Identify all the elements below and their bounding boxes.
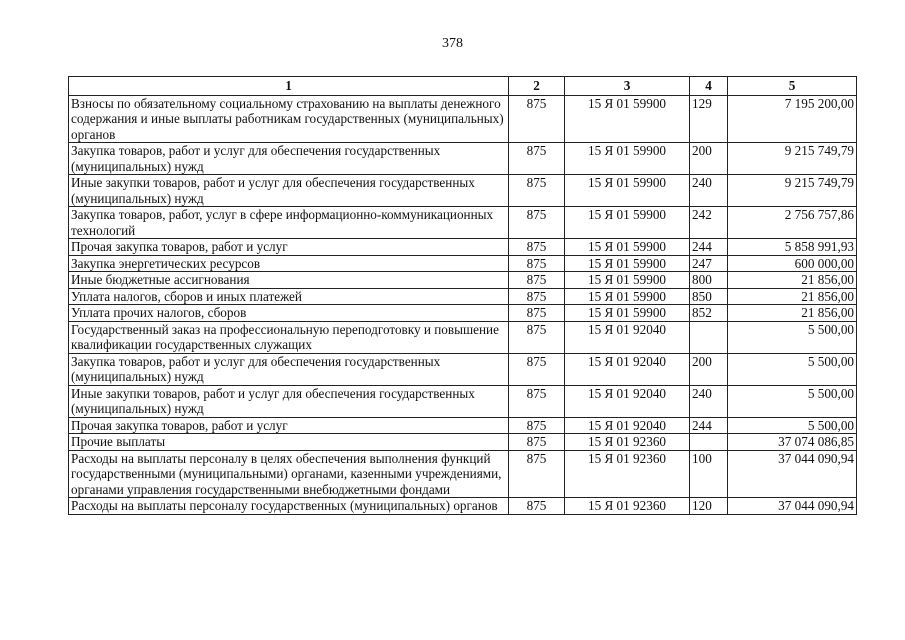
- table-header: [69, 77, 857, 96]
- row-code: 875: [509, 321, 565, 353]
- row-type: [690, 434, 728, 451]
- row-article: 15 Я 01 92040: [565, 321, 690, 353]
- row-type: 244: [690, 417, 728, 434]
- column-header-5: 5: [728, 77, 857, 96]
- row-article: 15 Я 01 92040: [565, 353, 690, 385]
- row-name: Закупка энергетических ресурсов: [69, 255, 509, 272]
- table-body: [69, 95, 857, 514]
- row-article: 15 Я 01 92040: [565, 385, 690, 417]
- row-amount: 7 195 200,00: [728, 95, 857, 143]
- table-row: [69, 239, 857, 256]
- row-type: 247: [690, 255, 728, 272]
- row-article: 15 Я 01 59900: [565, 255, 690, 272]
- column-header-4: 4: [690, 77, 728, 96]
- row-amount: 2 756 757,86: [728, 207, 857, 239]
- row-article: 15 Я 01 59900: [565, 288, 690, 305]
- header-row: [69, 77, 857, 96]
- row-amount: 37 044 090,94: [728, 450, 857, 498]
- row-name: Прочие выплаты: [69, 434, 509, 451]
- table-row: [69, 288, 857, 305]
- row-type: 129: [690, 95, 728, 143]
- row-amount: 21 856,00: [728, 288, 857, 305]
- row-article: 15 Я 01 59900: [565, 272, 690, 289]
- column-header-3: 3: [565, 77, 690, 96]
- table-row: [69, 434, 857, 451]
- table-row: [69, 143, 857, 175]
- table-row: [69, 272, 857, 289]
- row-type: 244: [690, 239, 728, 256]
- table-row: [69, 321, 857, 353]
- row-type: 200: [690, 353, 728, 385]
- row-amount: 5 500,00: [728, 353, 857, 385]
- row-article: 15 Я 01 92040: [565, 417, 690, 434]
- table-row: [69, 255, 857, 272]
- row-type: 852: [690, 305, 728, 322]
- row-article: 15 Я 01 59900: [565, 175, 690, 207]
- row-code: 875: [509, 498, 565, 515]
- row-code: 875: [509, 434, 565, 451]
- row-article: 15 Я 01 59900: [565, 207, 690, 239]
- row-article: 15 Я 01 59900: [565, 143, 690, 175]
- row-name: Закупка товаров, работ и услуг для обеспечения государственных (муниципальных) нужд: [69, 353, 509, 385]
- row-amount: 21 856,00: [728, 272, 857, 289]
- row-amount: 5 858 991,93: [728, 239, 857, 256]
- table-row: [69, 450, 857, 498]
- row-name: Уплата налогов, сборов и иных платежей: [69, 288, 509, 305]
- row-name: Расходы на выплаты персоналу в целях обеспечения выполнения функций государственными (муниципальными) органами, казенными учреждениями, органами управления государственными внебюджетными фондами: [69, 450, 509, 498]
- row-type: 242: [690, 207, 728, 239]
- table-row: [69, 175, 857, 207]
- row-code: 875: [509, 450, 565, 498]
- row-type: 100: [690, 450, 728, 498]
- table-row: [69, 498, 857, 515]
- row-name: Иные закупки товаров, работ и услуг для обеспечения государственных (муниципальных) нужд: [69, 175, 509, 207]
- row-code: 875: [509, 207, 565, 239]
- row-article: 15 Я 01 92360: [565, 498, 690, 515]
- row-type: 240: [690, 175, 728, 207]
- row-amount: 37 074 086,85: [728, 434, 857, 451]
- row-name: Расходы на выплаты персоналу государственных (муниципальных) органов: [69, 498, 509, 515]
- row-code: 875: [509, 288, 565, 305]
- table-row: [69, 95, 857, 143]
- table-row: [69, 385, 857, 417]
- row-code: 875: [509, 239, 565, 256]
- row-code: 875: [509, 305, 565, 322]
- row-name: Закупка товаров, работ, услуг в сфере информационно-коммуникационных технологий: [69, 207, 509, 239]
- row-amount: 9 215 749,79: [728, 143, 857, 175]
- row-name: Взносы по обязательному социальному страхованию на выплаты денежного содержания и иные выплаты работникам государственных (муниципальных) органов: [69, 95, 509, 143]
- row-article: 15 Я 01 59900: [565, 239, 690, 256]
- row-code: 875: [509, 417, 565, 434]
- row-type: 850: [690, 288, 728, 305]
- row-amount: 5 500,00: [728, 417, 857, 434]
- column-header-1: 1: [69, 77, 509, 96]
- row-article: 15 Я 01 92360: [565, 450, 690, 498]
- row-name: Уплата прочих налогов, сборов: [69, 305, 509, 322]
- row-name: Иные закупки товаров, работ и услуг для обеспечения государственных (муниципальных) нужд: [69, 385, 509, 417]
- row-name: Иные бюджетные ассигнования: [69, 272, 509, 289]
- row-type: 120: [690, 498, 728, 515]
- row-code: 875: [509, 95, 565, 143]
- row-amount: 5 500,00: [728, 321, 857, 353]
- row-type: 240: [690, 385, 728, 417]
- row-article: 15 Я 01 59900: [565, 305, 690, 322]
- row-amount: 5 500,00: [728, 385, 857, 417]
- page-number: 378: [442, 36, 463, 51]
- row-name: Закупка товаров, работ и услуг для обеспечения государственных (муниципальных) нужд: [69, 143, 509, 175]
- row-name: Государственный заказ на профессиональную переподготовку и повышение квалификации государственных служащих: [69, 321, 509, 353]
- table-row: [69, 305, 857, 322]
- row-amount: 37 044 090,94: [728, 498, 857, 515]
- row-type: [690, 321, 728, 353]
- row-amount: 9 215 749,79: [728, 175, 857, 207]
- row-type: 800: [690, 272, 728, 289]
- row-amount: 21 856,00: [728, 305, 857, 322]
- column-header-2: 2: [509, 77, 565, 96]
- row-code: 875: [509, 175, 565, 207]
- row-article: 15 Я 01 92360: [565, 434, 690, 451]
- row-code: 875: [509, 385, 565, 417]
- row-name: Прочая закупка товаров, работ и услуг: [69, 239, 509, 256]
- row-amount: 600 000,00: [728, 255, 857, 272]
- table-row: [69, 353, 857, 385]
- row-code: 875: [509, 255, 565, 272]
- table-row: [69, 207, 857, 239]
- row-article: 15 Я 01 59900: [565, 95, 690, 143]
- table-row: [69, 417, 857, 434]
- row-code: 875: [509, 143, 565, 175]
- row-type: 200: [690, 143, 728, 175]
- row-code: 875: [509, 272, 565, 289]
- row-code: 875: [509, 353, 565, 385]
- budget-table: [68, 76, 857, 515]
- row-name: Прочая закупка товаров, работ и услуг: [69, 417, 509, 434]
